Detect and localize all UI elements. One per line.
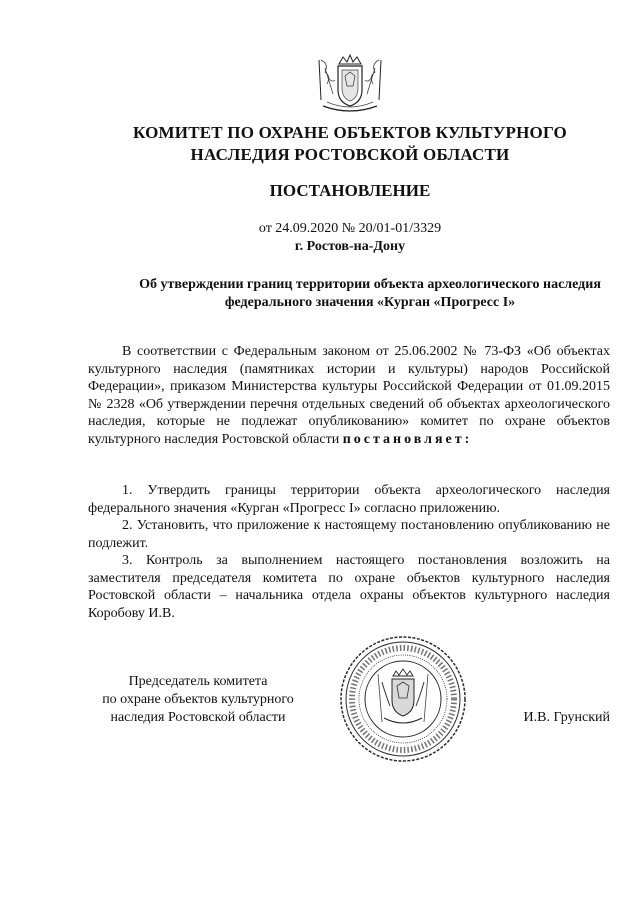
signatory-title [88,673,308,727]
decree-word: постановляет: [342,431,473,447]
decree-items [88,482,610,622]
signatory-name: И.В. Грунский [523,710,610,725]
organization-title: КОМИТЕТ ПО ОХРАНЕ ОБЪЕКТОВ КУЛЬТУРНОГО НАСЛЕДИЯ РОСТОВСКОЙ ОБЛАСТИ [133,123,567,164]
preamble-paragraph [88,343,610,448]
document-subject: Об утверждении границ территории объекта археологического наследия федерального значения «Курган «Прогресс I» [139,277,601,310]
list-item: 1. Утвердить границы территории объекта археологического наследия федерального значения «Курган «Прогресс I» согласно приложению. [88,483,610,516]
date-number: от 24.09.2020 № 20/01-01/3329 [258,221,442,236]
signatory-title-line: наследия Ростовской области [110,710,286,725]
coat-of-arms-icon [311,54,389,118]
signatory-title-line: Председатель комитета [128,674,268,689]
document-type: ПОСТАНОВЛЕНИЕ [269,181,431,200]
city: г. Ростов-на-Дону [294,239,406,254]
signatory-title-line: по охране объектов культурного [102,692,294,707]
official-seal-icon [338,634,468,764]
list-item: 2. Установить, что приложение к настоящему постановлению опубликованию не подлежит. [88,518,610,551]
preamble-text: В соответствии с Федеральным законом от 25.06.2002 № 73-ФЗ «Об объектах культурного наследия (памятниках истории и культуры) народов Российской Федерации», приказом Министерства культуры Российской Федерации от 01.09.2015 № 2328 «Об утверждении перечня отдельных сведений об объектах археологического наследия, которые не подлежат опубликованию» комитет по охране объектов культурного наследия Ростовской области [88,344,610,447]
list-item: 3. Контроль за выполнением настоящего постановления возложить на заместителя председателя комитета по охране объектов культурного наследия Ростовской области – начальника отдела охраны объектов культурного наследия Коробову И.В. [88,553,610,621]
